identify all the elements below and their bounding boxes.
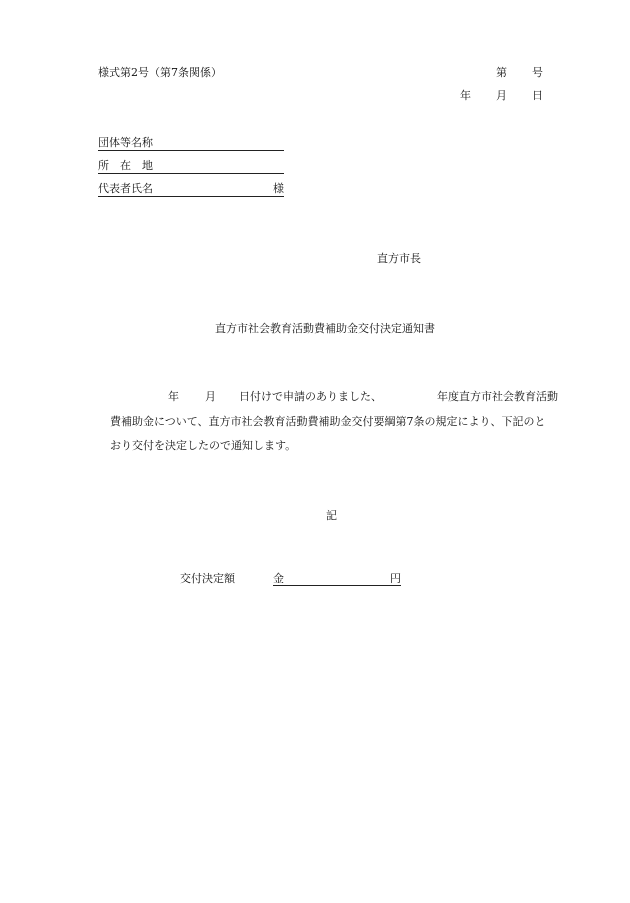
body-line1-end: 年度直方市社会教育活動 [437,390,558,403]
body-line3: おり交付を決定したので通知します。 [110,439,297,452]
sender: 直方市長 [377,252,421,265]
address-row [98,160,284,174]
doc-number-go: 号 [532,66,543,79]
address-label: 所 在 地 [98,159,153,172]
amount-prefix: 金 [273,572,284,585]
org-name-label: 団体等名称 [98,136,153,149]
document-title: 直方市社会教育活動費補助金交付決定通知書 [215,322,435,335]
date-year: 年 [460,89,471,102]
form-number: 様式第2号（第7条関係） [98,66,222,79]
rep-name-row [98,183,284,197]
date-month: 月 [496,89,507,102]
amount-label: 交付決定額 [180,572,235,585]
rep-name-label: 代表者氏名 [98,182,153,195]
date-day: 日 [532,89,543,102]
amount-line [273,573,401,586]
body-line2: 費補助金について、直方市社会教育活動費補助金交付要綱第7条の規定により、下記のと [110,415,546,428]
body-year: 年 [168,390,179,403]
ki-heading: 記 [326,509,337,522]
body-line1-rest: 日付けで申請のありました、 [239,390,382,403]
body-month: 月 [205,390,216,403]
doc-number-dai: 第 [496,66,507,79]
org-name-row [98,137,284,151]
honorific: 様 [273,182,284,195]
amount-suffix: 円 [390,572,401,585]
